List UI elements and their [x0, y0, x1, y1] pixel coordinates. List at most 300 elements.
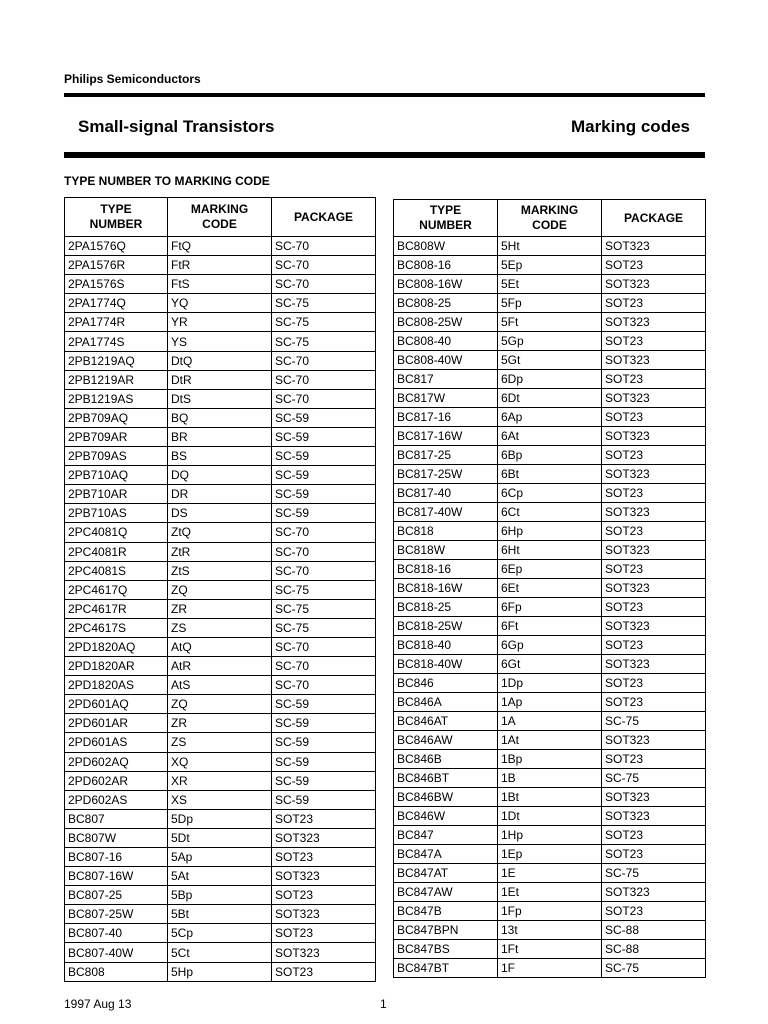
package-cell: SOT23	[602, 693, 706, 712]
table-row	[65, 523, 376, 542]
table-row	[394, 503, 706, 522]
type-number-cell: 2PA1576R	[65, 256, 168, 275]
type-number-cell: BC818-25W	[394, 617, 498, 636]
type-number-cell: 2PD1820AQ	[65, 637, 168, 656]
type-number-cell: BC817-25	[394, 446, 498, 465]
package-cell: SC-59	[272, 695, 376, 714]
marking-code-cell: 6Ct	[498, 503, 602, 522]
marking-code-cell: 5Hp	[168, 962, 272, 981]
marking-code-cell: 6Ep	[498, 560, 602, 579]
marking-code-cell: 5Ep	[498, 256, 602, 275]
table-row	[394, 959, 706, 978]
package-cell: SC-88	[602, 921, 706, 940]
document-subtitle: Marking codes	[570, 117, 690, 136]
package-cell: SOT323	[602, 313, 706, 332]
marking-code-cell: AtR	[168, 657, 272, 676]
package-cell: SOT23	[272, 848, 376, 867]
marking-code-cell: 5Et	[498, 275, 602, 294]
table-row	[394, 693, 706, 712]
marking-code-cell: 1Ft	[498, 940, 602, 959]
marking-code-cell: ZtR	[168, 542, 272, 561]
package-cell: SOT23	[272, 962, 376, 981]
type-number-cell: 2PB710AQ	[65, 466, 168, 485]
table-row	[65, 370, 376, 389]
marking-code-cell: 6Bt	[498, 465, 602, 484]
package-cell: SC-88	[602, 940, 706, 959]
marking-code-cell: 5Fp	[498, 294, 602, 313]
type-number-cell: BC818-16	[394, 560, 498, 579]
table-row	[394, 351, 706, 370]
marking-code-cell: 5Cp	[168, 924, 272, 943]
marking-code-cell: ZS	[168, 618, 272, 637]
type-number-cell: 2PD601AS	[65, 733, 168, 752]
package-cell: SOT23	[602, 674, 706, 693]
package-cell: SC-70	[272, 370, 376, 389]
package-cell: SOT323	[602, 389, 706, 408]
type-number-header	[394, 200, 498, 237]
marking-code-cell: ZQ	[168, 580, 272, 599]
type-number-cell: BC807	[65, 809, 168, 828]
marking-code-cell: AtS	[168, 676, 272, 695]
type-number-cell: 2PB709AS	[65, 447, 168, 466]
type-number-cell: BC807-16	[65, 848, 168, 867]
package-cell: SC-70	[272, 542, 376, 561]
marking-code-cell: 6Gp	[498, 636, 602, 655]
marking-code-cell: XR	[168, 771, 272, 790]
type-number-cell: 2PD602AQ	[65, 752, 168, 771]
package-cell: SOT323	[272, 943, 376, 962]
marking-code-cell: 1B	[498, 769, 602, 788]
package-cell: SC-70	[272, 389, 376, 408]
type-number-cell: BC807-40W	[65, 943, 168, 962]
type-number-cell: BC846AW	[394, 731, 498, 750]
table-row	[65, 466, 376, 485]
type-number-cell: BC846	[394, 674, 498, 693]
marking-code-cell: 1Dt	[498, 807, 602, 826]
package-cell: SC-75	[272, 294, 376, 313]
package-cell: SOT323	[272, 828, 376, 847]
marking-code-cell: 6At	[498, 427, 602, 446]
table-row	[65, 504, 376, 523]
marking-code-cell: 6Dp	[498, 370, 602, 389]
marking-code-cell: FtQ	[168, 237, 272, 256]
type-number-cell: BC846BW	[394, 788, 498, 807]
marking-code-header	[168, 198, 272, 237]
table-row	[65, 828, 376, 847]
marking-code-cell: 5Ht	[498, 237, 602, 256]
table-row	[65, 752, 376, 771]
marking-code-cell: 6Bp	[498, 446, 602, 465]
type-number-cell: 2PC4081R	[65, 542, 168, 561]
package-cell: SC-59	[272, 447, 376, 466]
package-cell: SOT23	[272, 924, 376, 943]
type-number-cell: 2PC4617Q	[65, 580, 168, 599]
table-row	[65, 867, 376, 886]
type-number-cell: BC818-40	[394, 636, 498, 655]
package-cell: SOT23	[602, 446, 706, 465]
section-title: TYPE NUMBER TO MARKING CODE	[64, 174, 270, 188]
package-cell: SC-75	[272, 313, 376, 332]
marking-code-cell: DR	[168, 485, 272, 504]
table-row	[65, 848, 376, 867]
table-row	[65, 962, 376, 981]
table-row	[65, 809, 376, 828]
package-cell: SC-75	[602, 959, 706, 978]
table-row	[65, 886, 376, 905]
package-cell: SC-75	[602, 712, 706, 731]
package-cell: SC-59	[272, 771, 376, 790]
type-number-cell: BC817W	[394, 389, 498, 408]
type-number-cell: 2PA1576Q	[65, 237, 168, 256]
marking-code-cell: ZQ	[168, 695, 272, 714]
marking-code-cell: FtS	[168, 275, 272, 294]
type-number-cell: 2PD1820AR	[65, 657, 168, 676]
type-number-cell: BC817-25W	[394, 465, 498, 484]
type-number-cell: BC808-40	[394, 332, 498, 351]
table-row	[394, 807, 706, 826]
table-header-row	[394, 200, 706, 237]
marking-code-cell: XQ	[168, 752, 272, 771]
type-number-cell: 2PA1774Q	[65, 294, 168, 313]
table-row	[65, 580, 376, 599]
marking-table-right	[393, 199, 706, 978]
table-row	[65, 790, 376, 809]
table-row	[65, 695, 376, 714]
marking-table-left	[64, 197, 376, 982]
table-row	[65, 447, 376, 466]
table-row	[394, 921, 706, 940]
package-cell: SOT323	[602, 275, 706, 294]
type-number-cell: BC847	[394, 826, 498, 845]
table-row	[394, 256, 706, 275]
package-cell: SC-59	[272, 752, 376, 771]
package-cell: SOT323	[602, 427, 706, 446]
package-cell: SC-75	[272, 599, 376, 618]
type-number-cell: BC847AT	[394, 864, 498, 883]
type-number-cell: BC846B	[394, 750, 498, 769]
table-row	[394, 465, 706, 484]
marking-code-cell: 1Ap	[498, 693, 602, 712]
header-line: NUMBER	[419, 218, 472, 232]
marking-code-cell: 5Gt	[498, 351, 602, 370]
type-number-cell: 2PB710AS	[65, 504, 168, 523]
type-number-cell: BC808-40W	[394, 351, 498, 370]
type-number-cell: BC846W	[394, 807, 498, 826]
header-line: MARKING	[190, 202, 249, 216]
table-row	[394, 788, 706, 807]
header-line: CODE	[202, 217, 237, 231]
package-cell: SC-59	[272, 427, 376, 446]
marking-code-cell: 1Ep	[498, 845, 602, 864]
table-row	[394, 598, 706, 617]
type-number-cell: BC847BPN	[394, 921, 498, 940]
type-number-cell: 2PB1219AR	[65, 370, 168, 389]
table-row	[394, 617, 706, 636]
marking-code-cell: BR	[168, 427, 272, 446]
marking-code-cell: ZtS	[168, 561, 272, 580]
package-cell: SC-59	[272, 504, 376, 523]
type-number-cell: BC817-40	[394, 484, 498, 503]
marking-code-cell: XS	[168, 790, 272, 809]
type-number-cell: BC807-25	[65, 886, 168, 905]
package-cell: SOT23	[602, 522, 706, 541]
marking-code-cell: 1Hp	[498, 826, 602, 845]
marking-code-cell: 5Bt	[168, 905, 272, 924]
table-row	[394, 427, 706, 446]
package-cell: SOT23	[602, 826, 706, 845]
type-number-cell: BC818W	[394, 541, 498, 560]
marking-code-cell: 6Hp	[498, 522, 602, 541]
table-row	[394, 636, 706, 655]
marking-code-cell: 1Dp	[498, 674, 602, 693]
table-row	[65, 657, 376, 676]
type-number-cell: BC847BS	[394, 940, 498, 959]
package-cell: SOT23	[272, 809, 376, 828]
table-row	[394, 484, 706, 503]
package-cell: SOT323	[602, 883, 706, 902]
package-cell: SC-70	[272, 237, 376, 256]
package-cell: SOT23	[602, 845, 706, 864]
type-number-header	[65, 198, 168, 237]
package-cell: SOT23	[272, 886, 376, 905]
type-number-cell: 2PC4617S	[65, 618, 168, 637]
table-row	[65, 485, 376, 504]
package-cell: SOT23	[602, 332, 706, 351]
package-cell: SOT323	[602, 788, 706, 807]
table-row	[394, 294, 706, 313]
table-row	[65, 313, 376, 332]
marking-code-cell: 6Dt	[498, 389, 602, 408]
package-cell: SOT323	[602, 579, 706, 598]
type-number-cell: 2PA1576S	[65, 275, 168, 294]
type-number-cell: BC807-25W	[65, 905, 168, 924]
type-number-cell: 2PD601AR	[65, 714, 168, 733]
package-cell: SOT323	[272, 867, 376, 886]
marking-code-cell: 1F	[498, 959, 602, 978]
marking-code-cell: ZS	[168, 733, 272, 752]
marking-code-cell: BQ	[168, 408, 272, 427]
marking-code-cell: 5Gp	[498, 332, 602, 351]
marking-code-cell: 1E	[498, 864, 602, 883]
type-number-cell: BC817	[394, 370, 498, 389]
table-row	[65, 408, 376, 427]
type-number-cell: BC847BT	[394, 959, 498, 978]
package-cell: SC-70	[272, 637, 376, 656]
table-row	[65, 676, 376, 695]
marking-code-cell: DtR	[168, 370, 272, 389]
type-number-cell: 2PD602AR	[65, 771, 168, 790]
package-cell: SC-70	[272, 657, 376, 676]
marking-code-cell: YQ	[168, 294, 272, 313]
package-cell: SC-70	[272, 561, 376, 580]
table-row	[394, 332, 706, 351]
package-cell: SOT323	[602, 351, 706, 370]
type-number-cell: 2PC4081S	[65, 561, 168, 580]
type-number-cell: BC818-40W	[394, 655, 498, 674]
marking-code-cell: ZR	[168, 599, 272, 618]
marking-code-cell: 1Bp	[498, 750, 602, 769]
table-row	[65, 237, 376, 256]
table-row	[394, 750, 706, 769]
table-row	[394, 902, 706, 921]
type-number-cell: BC846BT	[394, 769, 498, 788]
type-number-cell: 2PD601AQ	[65, 695, 168, 714]
marking-code-cell: FtR	[168, 256, 272, 275]
type-number-cell: 2PD602AS	[65, 790, 168, 809]
package-cell: SOT23	[602, 256, 706, 275]
table-row	[394, 769, 706, 788]
package-cell: SOT23	[602, 484, 706, 503]
type-number-cell: BC807W	[65, 828, 168, 847]
package-cell: SOT323	[602, 807, 706, 826]
table-row	[65, 924, 376, 943]
document-title: Small-signal Transistors	[78, 117, 275, 136]
type-number-cell: BC818-25	[394, 598, 498, 617]
type-number-cell: BC847B	[394, 902, 498, 921]
table-row	[394, 446, 706, 465]
table-row	[394, 674, 706, 693]
table-row	[394, 370, 706, 389]
marking-code-cell: DS	[168, 504, 272, 523]
table-row	[394, 541, 706, 560]
marking-code-cell: DQ	[168, 466, 272, 485]
type-number-cell: 2PB709AQ	[65, 408, 168, 427]
package-cell: SC-75	[272, 332, 376, 351]
type-number-cell: 2PA1774S	[65, 332, 168, 351]
package-cell: SC-59	[272, 714, 376, 733]
type-number-cell: 2PC4081Q	[65, 523, 168, 542]
package-cell: SOT323	[602, 617, 706, 636]
package-cell: SC-70	[272, 275, 376, 294]
marking-code-cell: ZR	[168, 714, 272, 733]
package-cell: SOT23	[602, 408, 706, 427]
table-header-row	[65, 198, 376, 237]
type-number-cell: BC817-40W	[394, 503, 498, 522]
package-header: PACKAGE	[602, 200, 706, 237]
type-number-cell: BC818	[394, 522, 498, 541]
marking-code-cell: 5Ft	[498, 313, 602, 332]
marking-code-cell: YR	[168, 313, 272, 332]
table-row	[65, 256, 376, 275]
table-row	[394, 313, 706, 332]
package-cell: SC-70	[272, 523, 376, 542]
marking-code-cell: 5At	[168, 867, 272, 886]
page-number: 1	[380, 997, 387, 1011]
package-cell: SOT23	[602, 560, 706, 579]
table-row	[394, 883, 706, 902]
type-number-cell: BC817-16W	[394, 427, 498, 446]
package-cell: SOT323	[602, 655, 706, 674]
marking-code-cell: 5Ct	[168, 943, 272, 962]
table-row	[65, 637, 376, 656]
package-cell: SOT323	[602, 465, 706, 484]
table-row	[394, 408, 706, 427]
type-number-cell: 2PB710AR	[65, 485, 168, 504]
package-cell: SC-59	[272, 733, 376, 752]
header-line: TYPE	[100, 202, 132, 216]
marking-code-cell: 1Et	[498, 883, 602, 902]
marking-code-cell: 6Ft	[498, 617, 602, 636]
package-cell: SOT23	[602, 370, 706, 389]
marking-code-cell: 1A	[498, 712, 602, 731]
header-rule-bottom	[64, 152, 705, 158]
table-row	[65, 561, 376, 580]
package-cell: SOT23	[602, 636, 706, 655]
table-row	[394, 275, 706, 294]
marking-code-cell: BS	[168, 447, 272, 466]
table-row	[65, 294, 376, 313]
table-row	[394, 655, 706, 674]
package-cell: SOT23	[602, 750, 706, 769]
type-number-cell: BC847AW	[394, 883, 498, 902]
marking-code-cell: 1Fp	[498, 902, 602, 921]
marking-code-cell: 1At	[498, 731, 602, 750]
header-line: NUMBER	[89, 217, 143, 231]
table-row	[65, 905, 376, 924]
type-number-cell: BC847A	[394, 845, 498, 864]
marking-code-cell: 6Ht	[498, 541, 602, 560]
type-number-cell: 2PC4617R	[65, 599, 168, 618]
package-cell: SC-70	[272, 351, 376, 370]
marking-code-cell: 5Bp	[168, 886, 272, 905]
type-number-cell: 2PB1219AS	[65, 389, 168, 408]
marking-code-cell: 13t	[498, 921, 602, 940]
marking-code-cell: 6Fp	[498, 598, 602, 617]
package-cell: SOT323	[602, 503, 706, 522]
package-cell: SC-59	[272, 408, 376, 427]
package-cell: SC-75	[602, 864, 706, 883]
marking-code-cell: DtQ	[168, 351, 272, 370]
table-row	[394, 237, 706, 256]
package-cell: SC-59	[272, 466, 376, 485]
package-cell: SC-75	[272, 580, 376, 599]
package-cell: SC-70	[272, 256, 376, 275]
package-header: PACKAGE	[272, 198, 376, 237]
marking-code-cell: ZtQ	[168, 523, 272, 542]
marking-code-header	[498, 200, 602, 237]
table-row	[394, 712, 706, 731]
package-cell: SOT323	[602, 541, 706, 560]
marking-code-cell: 5Ap	[168, 848, 272, 867]
company-name: Philips Semiconductors	[64, 72, 201, 86]
table-row	[65, 427, 376, 446]
type-number-cell: BC808-25	[394, 294, 498, 313]
table-row	[65, 618, 376, 637]
header-line: TYPE	[429, 203, 462, 217]
table-row	[394, 864, 706, 883]
table-row	[65, 542, 376, 561]
table-row	[394, 579, 706, 598]
table-row	[65, 714, 376, 733]
table-row	[65, 733, 376, 752]
package-cell: SOT23	[602, 598, 706, 617]
table-row	[394, 940, 706, 959]
package-cell: SC-75	[602, 769, 706, 788]
marking-code-cell: 1Bt	[498, 788, 602, 807]
type-number-cell: BC808-16	[394, 256, 498, 275]
table-row	[65, 599, 376, 618]
marking-code-cell: DtS	[168, 389, 272, 408]
type-number-cell: BC807-16W	[65, 867, 168, 886]
package-cell: SC-59	[272, 485, 376, 504]
type-number-cell: BC846AT	[394, 712, 498, 731]
header-line: MARKING	[520, 203, 579, 217]
table-row	[394, 845, 706, 864]
table-row	[394, 560, 706, 579]
marking-code-cell: AtQ	[168, 637, 272, 656]
type-number-cell: BC846A	[394, 693, 498, 712]
table-row	[65, 771, 376, 790]
